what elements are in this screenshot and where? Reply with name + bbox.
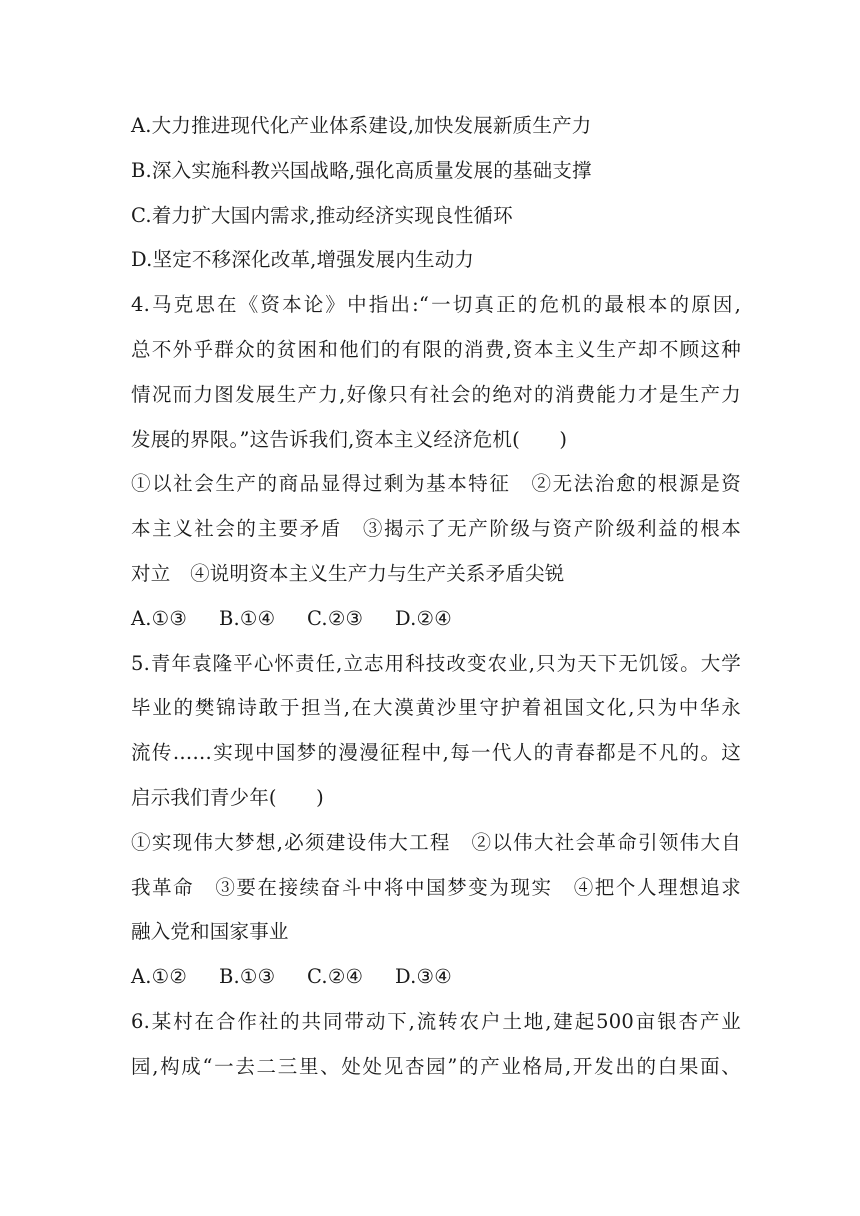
q5-stem-line: 流传……实现中国梦的漫漫征程中,每一代人的青春都是不凡的。这 bbox=[131, 741, 741, 765]
q4-stem-line: 总不外乎群众的贫困和他们的有限的消费,资本主义生产却不顾这种 bbox=[131, 337, 741, 361]
q4-choice-a: A.①③ bbox=[131, 606, 188, 630]
q4-item-line: ①以社会生产的商品显得过剩为基本特征 ②无法治愈的根源是资 bbox=[131, 472, 741, 496]
q5-choices bbox=[131, 955, 741, 1000]
q4-choice-d: D.②④ bbox=[395, 606, 452, 630]
q3-option-a: A.大力推进现代化产业体系建设,加快发展新质生产力 bbox=[131, 114, 592, 137]
q4-stem-line: 4.马克思在《资本论》中指出:“一切真正的危机的最根本的原因, bbox=[131, 293, 741, 317]
q5-item-line: 我革命 ③要在接续奋斗中将中国梦变为现实 ④把个人理想追求 bbox=[131, 875, 741, 899]
q5-stem-line: 启示我们青少年( ) bbox=[131, 785, 324, 809]
q5-stem-line: 毕业的樊锦诗敢于担当,在大漠黄沙里守护着祖国文化,只为中华永 bbox=[131, 696, 741, 720]
q4-stem-line: 发展的界限。”这告诉我们,资本主义经济危机( ) bbox=[131, 427, 568, 451]
q4-item-line: 对立 ④说明资本主义生产力与生产关系矛盾尖锐 bbox=[131, 561, 565, 585]
q4-item-line: 本主义社会的主要矛盾 ③揭示了无产阶级与资产阶级利益的根本 bbox=[131, 517, 741, 541]
q3-option-d: D.坚定不移深化改革,增强发展内生动力 bbox=[131, 248, 475, 272]
q3-option-c: C.着力扩大国内需求,推动经济实现良性循环 bbox=[131, 203, 513, 227]
q5-choice-b: B.①③ bbox=[219, 965, 276, 989]
q4-stem-line: 情况而力图发展生产力,好像只有社会的绝对的消费能力才是生产力 bbox=[131, 382, 741, 406]
q5-item-line: ①实现伟大梦想,必须建设伟大工程 ②以伟大社会革命引领伟大自 bbox=[131, 830, 741, 854]
q4-choice-c: C.②③ bbox=[307, 606, 364, 630]
q3-option-b: B.深入实施科教兴国战略,强化高质量发展的基础支撑 bbox=[131, 158, 592, 182]
q5-choice-c: C.②④ bbox=[307, 965, 364, 989]
q5-item-line: 融入党和国家事业 bbox=[131, 920, 289, 944]
q5-choice-a: A.①② bbox=[131, 965, 188, 989]
q4-choices bbox=[131, 597, 741, 642]
q5-stem-line: 5.青年袁隆平心怀责任,立志用科技改变农业,只为天下无饥馁。大学 bbox=[131, 651, 741, 675]
exam-page bbox=[131, 104, 741, 1090]
q4-choice-b: B.①④ bbox=[219, 606, 276, 630]
q6-stem-line: 园,构成“一去二三里、处处见杏园”的产业格局,开发出的白果面、 bbox=[131, 1054, 741, 1078]
q6-stem-line: 6.某村在合作社的共同带动下,流转农户土地,建起500亩银杏产业 bbox=[131, 1009, 741, 1033]
q5-choice-d: D.③④ bbox=[395, 965, 452, 989]
